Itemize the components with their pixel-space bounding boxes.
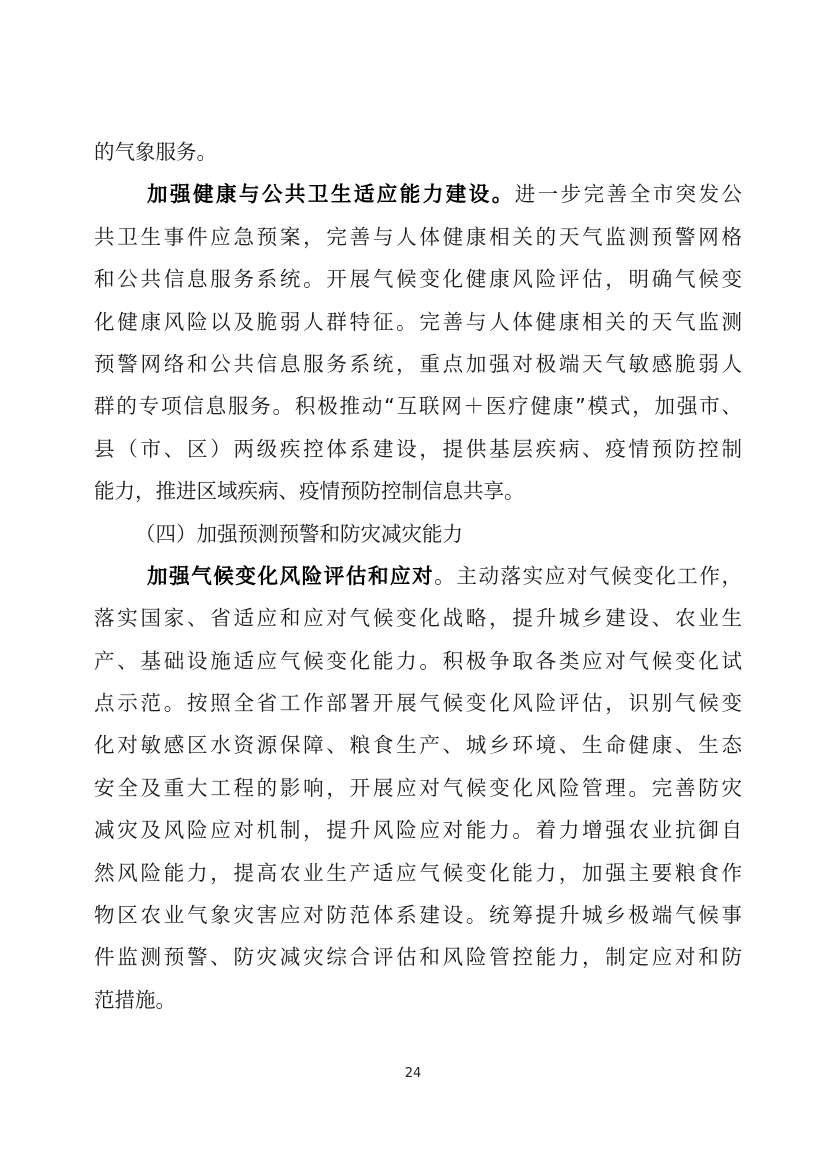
text-line: 减灾及风险应对机制，提升风险应对能力。着力增强农业抗御自 <box>94 818 742 843</box>
paragraph-lead-line <box>94 555 742 597</box>
text-line: 化对敏感区水资源保障、粮食生产、城乡环境、生命健康、生态 <box>94 733 742 758</box>
text-line: 安全及重大工程的影响，开展应对气候变化风险管理。完善防灾 <box>94 775 742 800</box>
text-line: 产、基础设施适应气候变化能力。积极争取各类应对气候变化试 <box>94 648 742 673</box>
text-line: 化健康风险以及脆弱人群特征。完善与人体健康相关的天气监测 <box>94 309 742 334</box>
text-line: 共卫生事件应急预案，完善与人体健康相关的天气监测预警网格 <box>94 224 742 249</box>
section-heading: （四）加强预测预警和防灾减灾能力 <box>135 521 463 546</box>
text-run: 。主动落实应对气候变化工作， <box>434 563 742 588</box>
text-line: 件监测预警、防灾减灾综合评估和风险管控能力，制定应对和防 <box>94 945 742 970</box>
bold-lead: 加强气候变化风险评估和应对 <box>147 563 435 588</box>
document-body <box>94 131 742 1021</box>
text-line: 和公共信息服务系统。开展气候变化健康风险评估，明确气候变 <box>94 267 742 292</box>
text-line: 点示范。按照全省工作部署开展气候变化风险评估，识别气候变 <box>94 691 742 716</box>
text-line: 的气象服务。 <box>94 140 217 164</box>
text-run: 进一步完善全市突发公 <box>514 182 743 207</box>
text-line: 范措施。 <box>94 987 176 1012</box>
text-line: 能力，推进区域疾病、疫情预防控制信息共享。 <box>94 479 525 504</box>
page-number: 24 <box>404 1066 422 1081</box>
text-line: 然风险能力，提高农业生产适应气候变化能力，加强主要粮食作 <box>94 860 742 885</box>
bold-lead: 加强健康与公共卫生适应能力建设。 <box>147 182 515 207</box>
text-line: 物区农业气象灾害应对防范体系建设。统筹提升城乡极端气候事 <box>94 903 742 928</box>
paragraph-lead-line <box>94 173 742 215</box>
text-line: 落实国家、省适应和应对气候变化战略，提升城乡建设、农业生 <box>94 606 742 631</box>
text-line: 群的专项信息服务。积极推动“互联网＋医疗健康”模式，加强市、 <box>94 394 742 419</box>
text-line: 预警网络和公共信息服务系统，重点加强对极端天气敏感脆弱人 <box>94 351 742 376</box>
text-line: 县（市、区）两级疾控体系建设，提供基层疾病、疫情预防控制 <box>94 436 742 461</box>
